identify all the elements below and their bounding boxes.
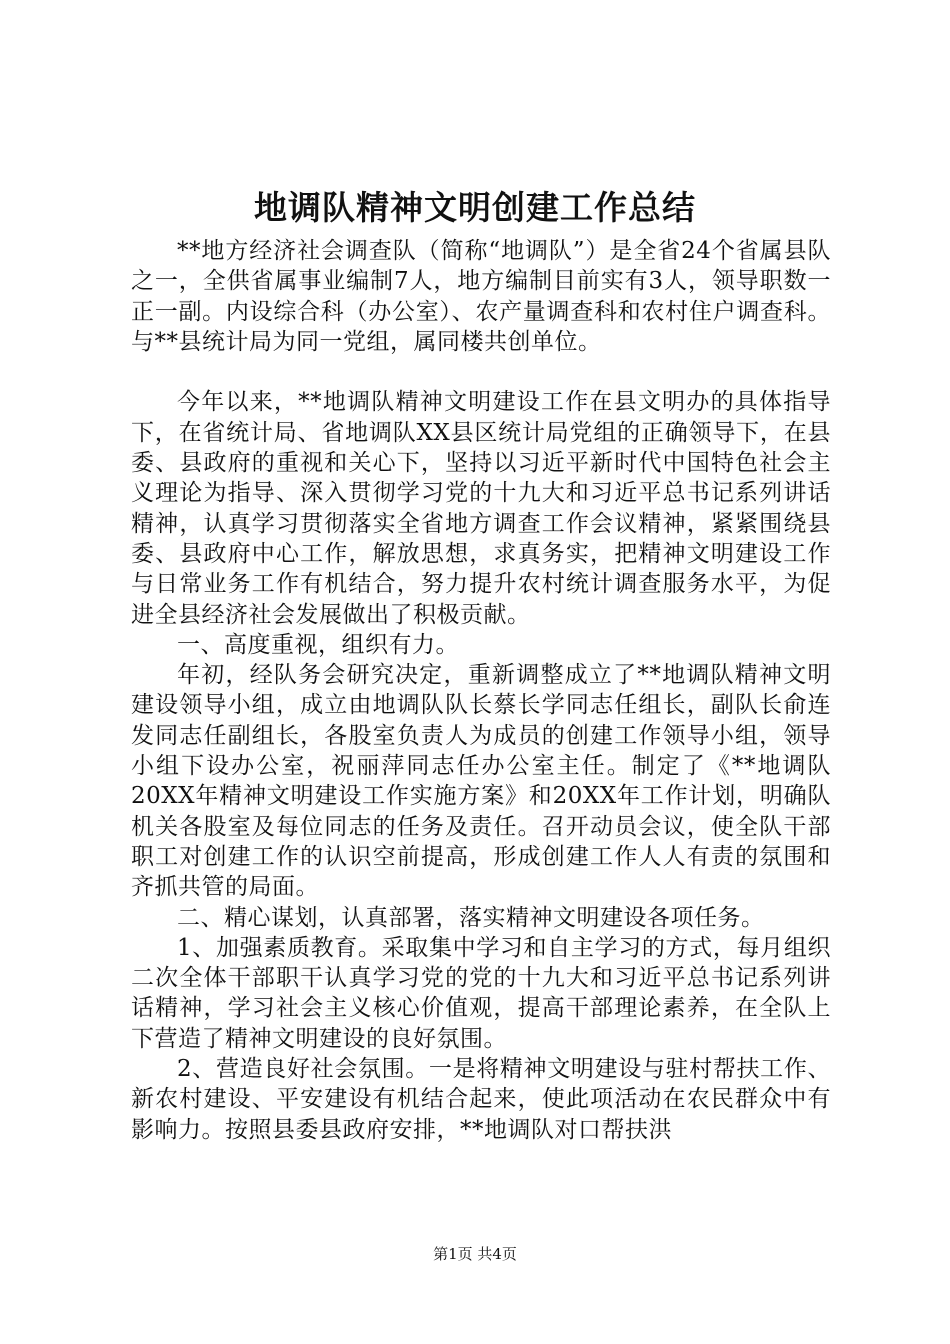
- paragraph-overview: 今年以来，**地调队精神文明建设工作在县文明办的具体指导下，在省统计局、省地调队XX县区统计局党组的正确领导下，在县委、县政府的重视和关心下，坚持以习近平新时代中国特色社会主义理论为指导、深入贯彻学习党的十九大和习近平总书记系列讲话精神，认真学习贯彻落实全省地方调查工作会议精神，紧紧围绕县委、县政府中心工作，解放思想，求真务实，把精神文明建设工作与日常业务工作有机结合，努力提升农村统计调查服务水平，为促进全县经济社会发展做出了积极贡献。: [131, 389, 831, 628]
- paragraph-spacer: [131, 357, 831, 387]
- section-heading-1: 一、高度重视，组织有力。: [177, 631, 459, 658]
- paragraph-section-1: 年初，经队务会研究决定，重新调整成立了**地调队精神文明建设领导小组，成立由地调队队长蔡长学同志任组长，副队长俞连发同志任副组长，各股室负责人为成员的创建工作领导小组，领导小组下设办公室，祝丽萍同志任办公室主任。制定了《**地调队20XX年精神文明建设工作实施方案》和20XX年工作计划，明确队机关各股室及每位同志的任务及责任。召开动员会议，使全队干部职工对创建工作的认识空前提高，形成创建工作人人有责的氛围和齐抓共管的局面。: [131, 662, 831, 901]
- paragraph-item-2: 2、营造良好社会氛围。一是将精神文明建设与驻村帮扶工作、新农村建设、平安建设有机结合起来，使此项活动在农民群众中有影响力。按照县委县政府安排，**地调队对口帮扶洪: [131, 1056, 831, 1143]
- paragraph-intro: **地方经济社会调查队（简称“地调队”）是全省24个省属县队之一，全供省属事业编制7人，地方编制目前实有3人，领导职数一正一副。内设综合科（办公室）、农产量调查科和农村住户调查科。与**县统计局为同一党组，属同楼共创单位。: [131, 238, 831, 355]
- page-footer: 第1页 共4页: [433, 1245, 517, 1263]
- document-title: 地调队精神文明创建工作总结: [254, 188, 696, 227]
- section-heading-2: 二、精心谋划，认真部署，落实精神文明建设各项任务。: [177, 904, 765, 931]
- document-body: [131, 236, 831, 1145]
- paragraph-item-1: 1、加强素质教育。采取集中学习和自主学习的方式，每月组织二次全体干部职干认真学习党的党的十九大和习近平总书记系列讲话精神，学习社会主义核心价值观，提高干部理论素养，在全队上下营造了精神文明建设的良好氛围。: [131, 934, 831, 1052]
